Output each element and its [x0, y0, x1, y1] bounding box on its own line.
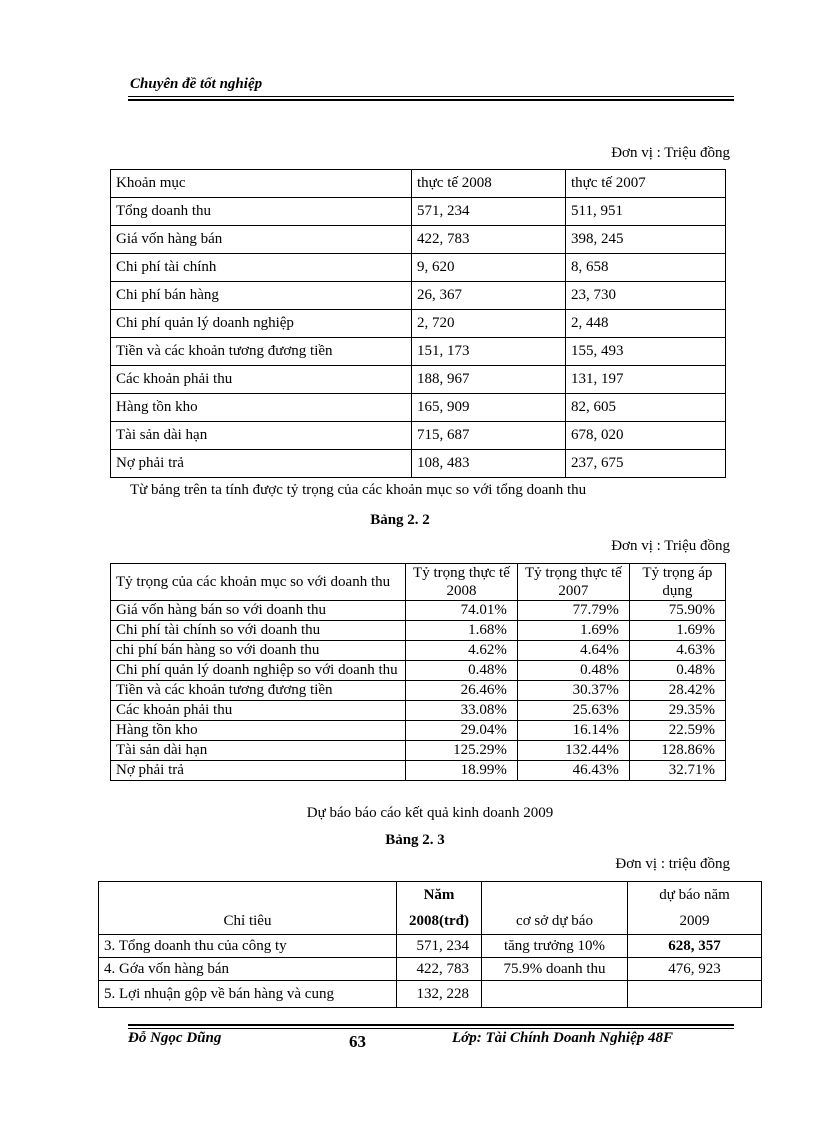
table-cell: 18.99% — [406, 761, 518, 781]
table-cell: 108, 483 — [412, 450, 566, 478]
table-cell: 0.48% — [517, 661, 629, 681]
table3-title: Bảng 2. 3 — [385, 832, 445, 848]
table-cell: Tỷ trọng của các khoản mục so với doanh thu — [111, 564, 406, 601]
table-cell — [628, 981, 762, 1008]
table-cell: Giá vốn hàng bán so với doanh thu — [111, 601, 406, 621]
table-cell: tăng trưởng 10% — [482, 935, 628, 958]
table-cell: 2, 720 — [412, 310, 566, 338]
table-cell: thực tế 2008 — [412, 170, 566, 198]
table-cell: 30.37% — [517, 681, 629, 701]
table-cell: 1.68% — [406, 621, 518, 641]
table-cell: 188, 967 — [412, 366, 566, 394]
table-cell: 422, 783 — [397, 958, 482, 981]
table-cell: 28.42% — [629, 681, 725, 701]
table-cell: Nợ phải trả — [111, 761, 406, 781]
table-cell: 4.64% — [517, 641, 629, 661]
table-cell: 75.9% doanh thu — [482, 958, 628, 981]
table-cell: 398, 245 — [566, 226, 726, 254]
table-cell: 74.01% — [406, 601, 518, 621]
table-row — [111, 701, 726, 721]
table3 — [98, 881, 762, 1008]
table-cell: thực tế 2007 — [566, 170, 726, 198]
table-cell: 16.14% — [517, 721, 629, 741]
header-line: Năm — [423, 887, 455, 903]
table-cell: Khoản mục — [111, 170, 412, 198]
table-cell: 2, 448 — [566, 310, 726, 338]
table-cell: 26, 367 — [412, 282, 566, 310]
table-cell: 715, 687 — [412, 422, 566, 450]
table-cell: Hàng tồn kho — [111, 721, 406, 741]
table-cell: 165, 909 — [412, 394, 566, 422]
table-cell: 32.71% — [629, 761, 725, 781]
table-cell: Chi phí tài chính — [111, 254, 412, 282]
table-cell: 678, 020 — [566, 422, 726, 450]
table-row — [111, 450, 726, 478]
table-row — [111, 394, 726, 422]
table-cell: Tiền và các khoản tương đương tiền — [111, 681, 406, 701]
table-cell: Giá vốn hàng bán — [111, 226, 412, 254]
table-row — [99, 935, 762, 958]
footer-class: Lớp: Tài Chính Doanh Nghiệp 48F — [452, 1030, 674, 1046]
table-cell: cơ sở dự báo — [482, 882, 628, 935]
table-cell: Các khoản phải thu — [111, 701, 406, 721]
table-cell: 46.43% — [517, 761, 629, 781]
table-cell: chi phí bán hàng so với doanh thu — [111, 641, 406, 661]
table-cell — [482, 981, 628, 1008]
table-cell: 82, 605 — [566, 394, 726, 422]
table-cell: 628, 357 — [628, 935, 762, 958]
table-cell: Các khoản phải thu — [111, 366, 412, 394]
table-cell: Chi phí tài chính so với doanh thu — [111, 621, 406, 641]
table-cell: 8, 658 — [566, 254, 726, 282]
table1-header-row — [111, 170, 726, 198]
table-row — [111, 641, 726, 661]
table-cell: 0.48% — [406, 661, 518, 681]
table-cell: Tỷ trọng thực tế 2007 — [517, 564, 629, 601]
footer-rule-thick — [128, 1024, 734, 1026]
table-cell: 571, 234 — [397, 935, 482, 958]
table-cell: 125.29% — [406, 741, 518, 761]
table-cell: Tài sản dài hạn — [111, 741, 406, 761]
table-cell: 26.46% — [406, 681, 518, 701]
table-cell: Tỷ trọng thực tế 2008 — [406, 564, 518, 601]
table-cell: 476, 923 — [628, 958, 762, 981]
table-cell: Tiền và các khoản tương đương tiền — [111, 338, 412, 366]
table-row — [111, 661, 726, 681]
table-cell: 151, 173 — [412, 338, 566, 366]
table-cell: 155, 493 — [566, 338, 726, 366]
table3-unit: Đơn vị : triệu đồng — [615, 856, 730, 872]
table-row — [99, 958, 762, 981]
table-cell: 422, 783 — [412, 226, 566, 254]
table1 — [110, 169, 726, 478]
table-row — [111, 422, 726, 450]
table-row — [111, 366, 726, 394]
table-cell: Chỉ tiêu — [99, 882, 397, 935]
table-cell: 4.62% — [406, 641, 518, 661]
header-rule-thick — [128, 99, 734, 101]
table-cell: Tỷ trọng áp dụng — [629, 564, 725, 601]
table-row — [111, 761, 726, 781]
table-cell: 29.04% — [406, 721, 518, 741]
table-row — [111, 721, 726, 741]
table-cell: 3. Tổng doanh thu của công ty — [99, 935, 397, 958]
table-row — [111, 198, 726, 226]
footer-author: Đỗ Ngọc Dũng — [128, 1030, 222, 1046]
table-row — [111, 338, 726, 366]
table-row — [111, 741, 726, 761]
header-line: 2008(trđ) — [409, 913, 469, 929]
table-cell: 5. Lợi nhuận gộp về bán hàng và cung — [99, 981, 397, 1008]
table-cell: 1.69% — [517, 621, 629, 641]
table-cell: 9, 620 — [412, 254, 566, 282]
table-cell — [397, 882, 482, 935]
table-row — [99, 981, 762, 1008]
header-rule — [128, 96, 734, 97]
table-row — [111, 226, 726, 254]
table2 — [110, 563, 726, 781]
table-cell: 1.69% — [629, 621, 725, 641]
table-cell: Chi phí bán hàng — [111, 282, 412, 310]
table-cell: Chi phí quản lý doanh nghiệp — [111, 310, 412, 338]
page-number: 63 — [349, 1032, 366, 1051]
table-cell: 23, 730 — [566, 282, 726, 310]
table-cell: 131, 197 — [566, 366, 726, 394]
table-cell: Nợ phải trả — [111, 450, 412, 478]
table3-header-row — [99, 882, 762, 935]
table-cell: 128.86% — [629, 741, 725, 761]
table2-note: Dự báo báo cáo kết quả kinh doanh 2009 — [306, 805, 554, 821]
table-row — [111, 621, 726, 641]
table-cell: 75.90% — [629, 601, 725, 621]
footer-rule — [128, 1028, 734, 1029]
table-cell: Chi phí quản lý doanh nghiệp so với doanh thu — [111, 661, 406, 681]
header-line: dự báo năm — [659, 887, 730, 903]
table-cell: 571, 234 — [412, 198, 566, 226]
table1-note: Từ bảng trên ta tính được tỷ trọng của các khoản mục so với tổng doanh thu — [130, 482, 587, 498]
table-row — [111, 601, 726, 621]
table-row — [111, 310, 726, 338]
table-cell: Tài sản dài hạn — [111, 422, 412, 450]
header-line: 2009 — [679, 913, 710, 929]
table-cell: 4. Gớa vốn hàng bán — [99, 958, 397, 981]
table2-unit: Đơn vị : Triệu đồng — [611, 538, 730, 554]
table-cell: 4.63% — [629, 641, 725, 661]
table-cell: 237, 675 — [566, 450, 726, 478]
table2-title: Bảng 2. 2 — [370, 512, 430, 528]
document-header-title: Chuyên đề tốt nghiệp — [130, 76, 263, 92]
table1-unit: Đơn vị : Triệu đồng — [611, 145, 730, 161]
table-row — [111, 681, 726, 701]
table-cell: 77.79% — [517, 601, 629, 621]
table-cell: 0.48% — [629, 661, 725, 681]
table-cell: 25.63% — [517, 701, 629, 721]
table-cell: 22.59% — [629, 721, 725, 741]
table-cell — [628, 882, 762, 935]
table-cell: 132, 228 — [397, 981, 482, 1008]
table2-header-row — [111, 564, 726, 601]
table-row — [111, 282, 726, 310]
table-cell: 511, 951 — [566, 198, 726, 226]
table-cell: 29.35% — [629, 701, 725, 721]
table-cell: Hàng tồn kho — [111, 394, 412, 422]
table-cell: 33.08% — [406, 701, 518, 721]
table-cell: 132.44% — [517, 741, 629, 761]
table-row — [111, 254, 726, 282]
table-cell: Tổng doanh thu — [111, 198, 412, 226]
